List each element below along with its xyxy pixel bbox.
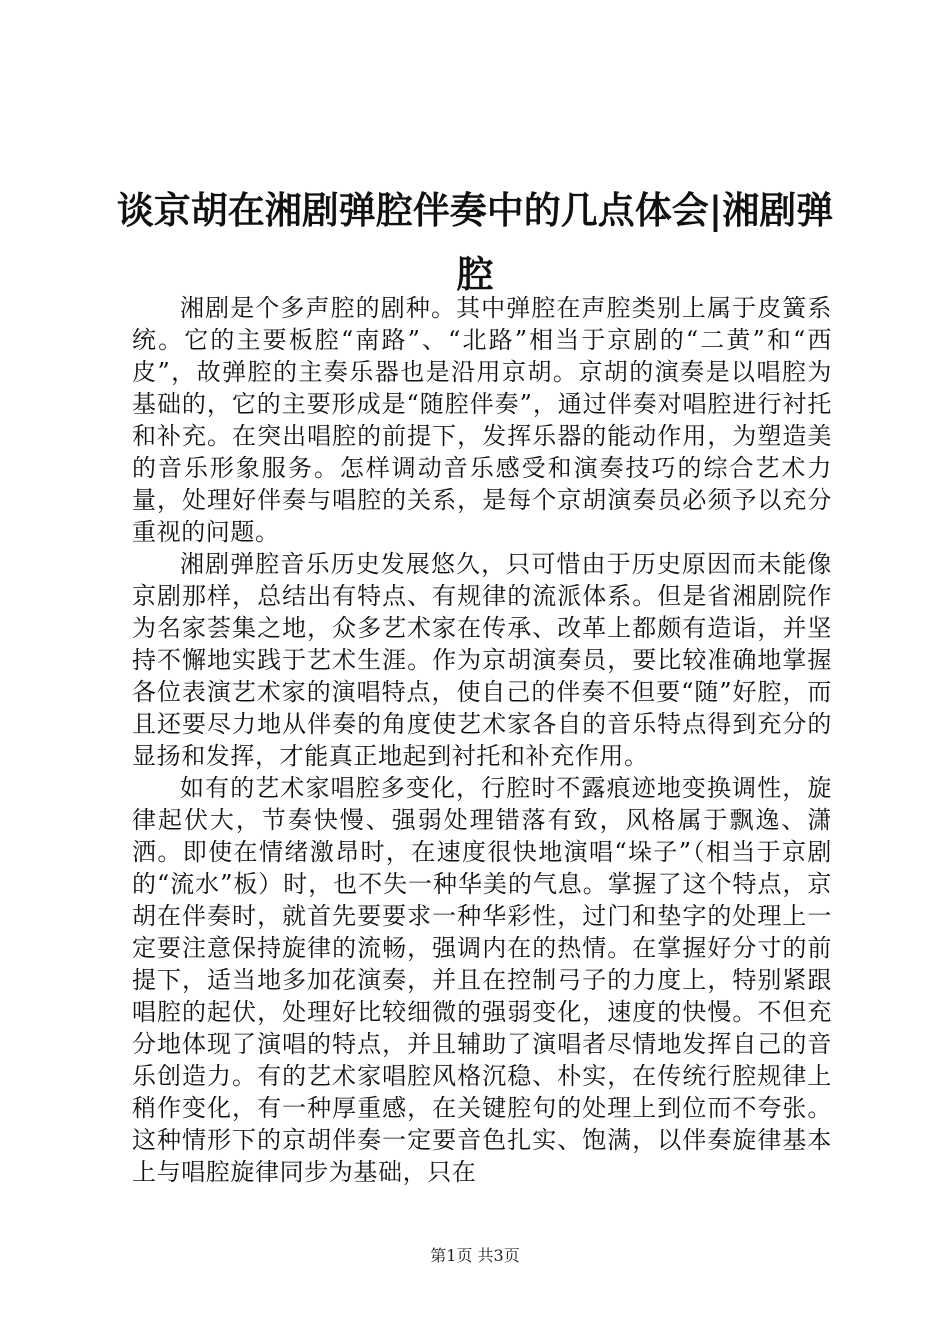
page-number-footer: 第1页 共3页 (430, 1246, 520, 1265)
paragraph: 湘剧弹腔音乐历史发展悠久，只可惜由于历史原因而未能像京剧那样，总结出有特点、有规律的流派体系。但是省湘剧院作为名家荟集之地，众多艺术家在传承、改革上都颇有造诣，并坚持不懈地实践于艺术生涯。作为京胡演奏员，要比较准确地掌握各位表演艺术家的演唱特点，使自己的伴奏不但要“随”好腔，而且还要尽力地从伴奏的角度使艺术家各自的音乐特点得到充分的显扬和发挥，才能真正地起到衬托和补充作用。 (132, 550, 832, 770)
document-title: 谈京胡在湘剧弹腔伴奏中的几点体会|湘剧弹腔 (116, 188, 834, 296)
document-body (132, 292, 832, 1188)
paragraph: 如有的艺术家唱腔多变化，行腔时不露痕迹地变换调性，旋律起伏大，节奏快慢、强弱处理错落有致，风格属于飘逸、潇洒。即使在情绪激昂时，在速度很快地演唱“垛子”（相当于京剧的“流水”板）时，也不失一种华美的气息。掌握了这个特点，京胡在伴奏时，就首先要要求一种华彩性，过门和垫字的处理上一定要注意保持旋律的流畅，强调内在的热情。在掌握好分寸的前提下，适当地多加花演奏，并且在控制弓子的力度上，特别紧跟唱腔的起伏，处理好比较细微的强弱变化，速度的快慢。不但充分地体现了演唱的特点，并且辅助了演唱者尽情地发挥自己的音乐创造力。有的艺术家唱腔风格沉稳、朴实，在传统行腔规律上稍作变化，有一种厚重感，在关键腔句的处理上到位而不夸张。这种情形下的京胡伴奏一定要音色扎实、饱满，以伴奏旋律基本上与唱腔旋律同步为基础，只在 (132, 774, 832, 1186)
paragraph: 湘剧是个多声腔的剧种。其中弹腔在声腔类别上属于皮簧系统。它的主要板腔“南路”、“北路”相当于京剧的“二黄”和“西皮”，故弹腔的主奏乐器也是沿用京胡。京胡的演奏是以唱腔为基础的，它的主要形成是“随腔伴奏”，通过伴奏对唱腔进行衬托和补充。在突出唱腔的前提下，发挥乐器的能动作用，为塑造美的音乐形象服务。怎样调动音乐感受和演奏技巧的综合艺术力量，处理好伴奏与唱腔的关系，是每个京胡演奏员必须予以充分重视的问题。 (132, 294, 832, 546)
